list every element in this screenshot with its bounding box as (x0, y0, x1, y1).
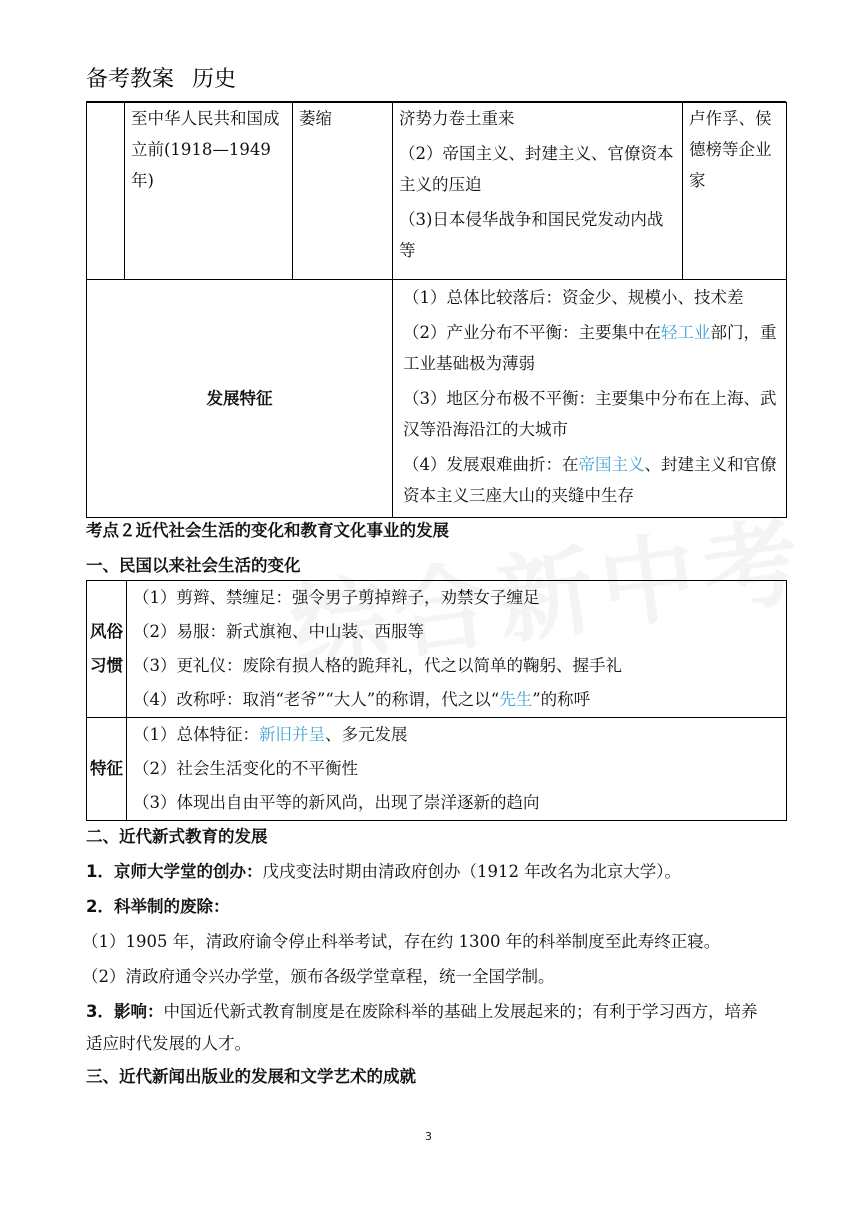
list-item (133, 786, 786, 820)
edu-label: 1．京师大学堂的创办： (86, 862, 263, 881)
features-label-cell: 特征 (87, 718, 127, 821)
item-text: （2）社会生活变化的不平衡性 (133, 759, 358, 778)
list-item (133, 649, 786, 683)
edu-line-1 (86, 858, 681, 882)
item-text: （2）易服：新式旗袍、中山装、西服等 (133, 622, 424, 641)
subsection-title: 二、近代新式教育的发展 (86, 827, 268, 846)
item-text: ”的称呼 (532, 690, 591, 709)
list-item (133, 615, 786, 649)
industry-table (86, 102, 787, 518)
highlight-text: 新旧并呈 (259, 725, 325, 744)
table-row (87, 103, 787, 280)
item-text: （4）改称呼：取消“老爷”“大人”的称谓，代之以“ (133, 690, 500, 709)
reason-item: 济势力卷土重来 (399, 109, 515, 128)
table-row (87, 718, 787, 821)
list-item (133, 581, 786, 615)
feature-items-cell (393, 280, 787, 518)
section-title: 考点２近代社会生活的变化和教育文化事业的发展 (86, 521, 449, 540)
feature-item (403, 449, 780, 511)
highlight-text: 帝国主义 (578, 455, 645, 474)
customs-items-cell (127, 581, 787, 718)
customs-label-cell (87, 581, 127, 718)
table-cell-blank (87, 103, 125, 280)
customs-label: 习惯 (90, 656, 123, 675)
feature-item (403, 282, 780, 313)
status-cell: 萎缩 (293, 103, 393, 280)
highlight-text: 轻工业 (661, 323, 711, 342)
people-cell: 卢作孚、侯德榜等企业家 (683, 103, 787, 280)
item-text: （1）剪辫、禁缠足：强令男子剪掉辫子，劝禁女子缠足 (133, 588, 540, 607)
edu-line-5 (86, 998, 757, 1022)
customs-label: 风俗 (90, 622, 123, 641)
edu-label: 3．影响： (86, 1002, 164, 1021)
feature-text: 部门，重工业基础极为薄弱 (403, 323, 777, 373)
feature-text: （1）总体比较落后：资金少、规模小、技术差 (403, 288, 744, 307)
subsection-title: 三、近代新闻出版业的发展和文学艺术的成就 (86, 1067, 416, 1086)
header-subject: 历史 (192, 67, 237, 92)
reason-item: （2）帝国主义、封建主义、官僚资本主义的压迫 (399, 144, 674, 194)
feature-item (403, 383, 780, 445)
feature-text: （2）产业分布不平衡：主要集中在 (403, 323, 661, 342)
item-text: （1）总体特征： (133, 725, 259, 744)
reason-item: （3)日本侵华战争和国民党发动内战等 (399, 210, 664, 260)
reasons-cell (393, 103, 683, 280)
page-header (86, 62, 236, 93)
page-number: 3 (425, 1130, 432, 1143)
feature-text: （4）发展艰难曲折：在 (403, 455, 579, 474)
edu-line-3: （1）1905 年，清政府谕令停止科举考试，存在约 1300 年的科举制度至此寿终正寝。 (82, 932, 721, 951)
feature-text: 、封建主义和官僚资本主义三座大山的夹缝中生存 (403, 455, 777, 505)
item-text: 、多元发展 (325, 725, 408, 744)
period-cell: 至中华人民共和国成立前(1918—1949年) (125, 103, 293, 280)
feature-label-cell: 发展特征 (87, 280, 393, 518)
table-row (87, 581, 787, 718)
item-text: （3）更礼仪：废除有损人格的跪拜礼，代之以简单的鞠躬、握手礼 (133, 656, 622, 675)
edu-line-2: 2．科举制的废除： (86, 897, 230, 916)
highlight-text: 先生 (499, 690, 533, 709)
features-items-cell (127, 718, 787, 821)
feature-item (403, 317, 780, 379)
edu-text: 中国近代新式教育制度是在废除科举的基础上发展起来的；有利于学习西方，培养 (163, 1002, 758, 1021)
item-text: （3）体现出自由平等的新风尚，出现了崇洋逐新的趋向 (133, 793, 540, 812)
header-title: 备考教案 (86, 67, 175, 92)
subsection-title: 一、民国以来社会生活的变化 (86, 556, 301, 575)
social-life-table (86, 580, 787, 821)
list-item (133, 718, 786, 752)
edu-line-6: 适应时代发展的人才。 (86, 1034, 251, 1053)
list-item (133, 683, 786, 717)
feature-text: （3）地区分布极不平衡：主要集中分布在上海、武汉等沿海沿江的大城市 (403, 389, 777, 439)
edu-text: 戊戌变法时期由清政府创办（1912 年改名为北京大学）。 (262, 862, 681, 881)
table-row (87, 280, 787, 518)
list-item (133, 752, 786, 786)
edu-line-4: （2）清政府通令兴办学堂，颁布各级学堂章程，统一全国学制。 (82, 967, 555, 986)
